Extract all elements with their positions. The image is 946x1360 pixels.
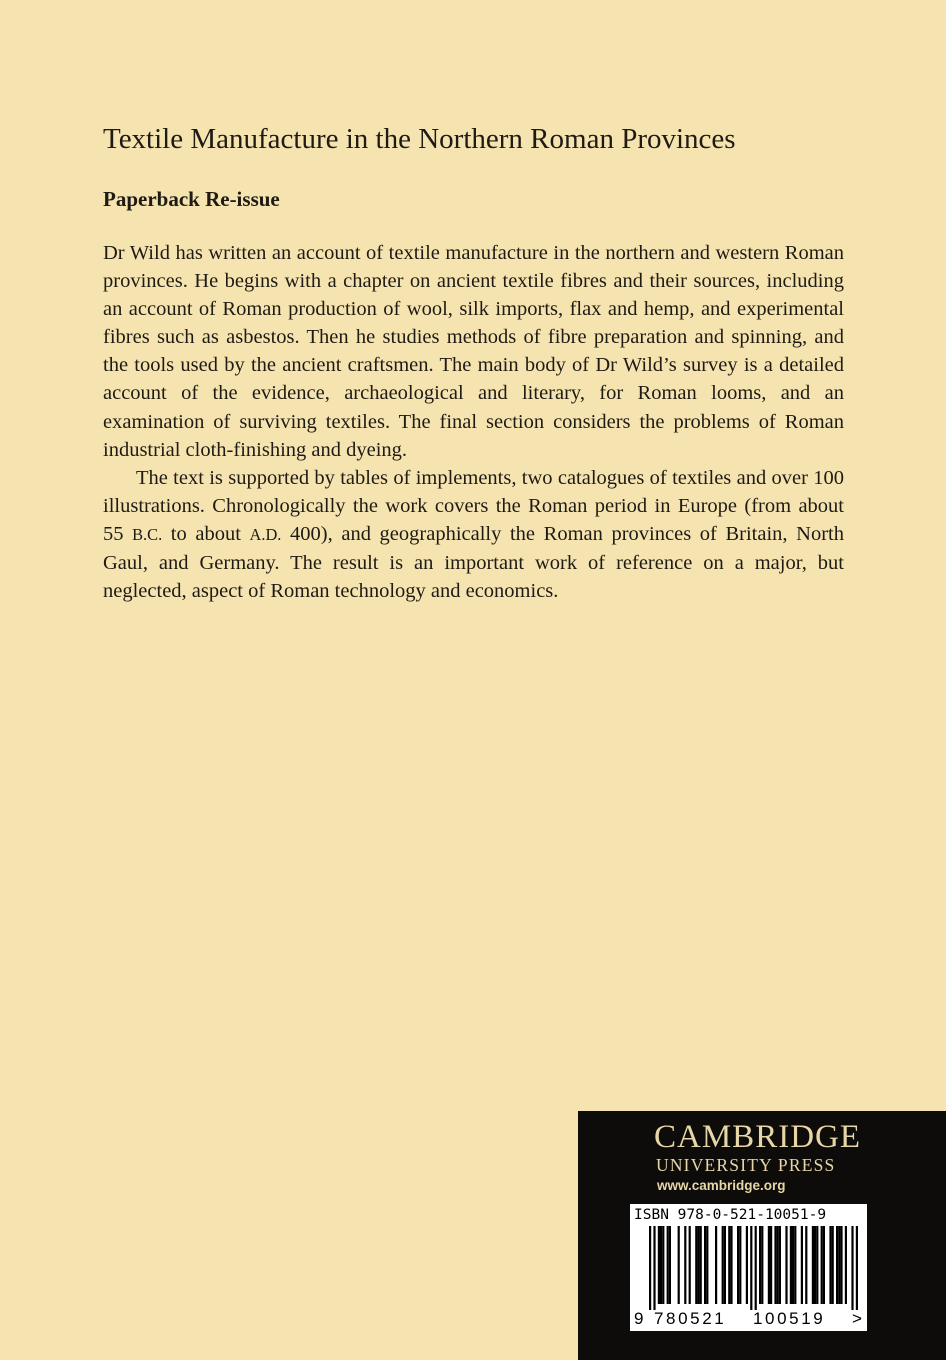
barcode-bar <box>823 1226 825 1304</box>
blurb-paragraph-2 <box>103 464 844 605</box>
publisher-logo-press: UNIVERSITY PRESS <box>656 1155 836 1175</box>
publisher-logo-name: CAMBRIDGE <box>654 1119 862 1155</box>
barcode-lead-digit: 9 <box>634 1309 644 1328</box>
barcode-bar <box>667 1226 669 1304</box>
barcode-bar <box>821 1226 823 1304</box>
barcode-bar <box>794 1226 796 1304</box>
barcode-bar <box>816 1226 818 1304</box>
barcode-bar <box>814 1226 816 1304</box>
barcode-digits <box>630 1308 867 1330</box>
era-abbreviation-ad: A.D. <box>249 524 282 544</box>
barcode-bar <box>704 1226 706 1304</box>
barcode-bar <box>658 1226 660 1304</box>
barcode-bar <box>851 1226 853 1310</box>
barcode-bar <box>792 1226 794 1304</box>
book-title: Textile Manufacture in the Northern Roman Provinces <box>103 123 736 155</box>
barcode-bar <box>777 1226 779 1304</box>
barcode-bar <box>750 1226 752 1310</box>
barcode-bar <box>805 1226 807 1304</box>
barcode-arrow: > <box>852 1309 862 1328</box>
blurb <box>103 239 844 605</box>
barcode-bar <box>662 1226 664 1304</box>
barcode-bar <box>722 1226 724 1304</box>
barcode-bar <box>856 1226 858 1310</box>
barcode-bars <box>630 1226 867 1310</box>
barcode-left-digits: 780521 <box>654 1309 727 1328</box>
barcode-bar <box>755 1226 757 1310</box>
barcode-bar <box>649 1226 651 1310</box>
edition-label: Paperback Re-issue <box>103 187 280 211</box>
publisher-panel <box>578 1111 946 1360</box>
barcode-bar <box>728 1226 730 1304</box>
barcode-bar <box>697 1226 699 1304</box>
barcode-bar <box>812 1226 814 1304</box>
isbn-barcode <box>630 1204 867 1331</box>
barcode-bar <box>832 1226 834 1304</box>
publisher-website: www.cambridge.org <box>657 1178 786 1193</box>
barcode-right-digits: 100519 <box>753 1309 826 1328</box>
barcode-bar <box>684 1226 686 1304</box>
blurb-text-segment: The text is supported by tables of implements, two catalogues of textiles and over 100 illustrations. Chronologically the work covers the Roman period in Europe (from about 55 <box>103 466 844 545</box>
barcode-bar <box>700 1226 702 1304</box>
era-abbreviation-bc: B.C. <box>132 524 163 544</box>
blurb-paragraph-1: Dr Wild has written an account of textile manufacture in the northern and western Roman provinces. He begins with a chapter on ancient textile fibres and their sources, including an account of Roman production of wool, silk imports, flax and hemp, and experimental fibres such as asbestos. Then he studies methods of fibre preparation and spinning, and the tools used by the ancient craftsmen. The main body of Dr Wild’s survey is a detailed account of the evidence, archaeological and literary, for Roman looms, and an examination of surviving textiles. The final section considers the problems of Roman industrial cloth-finishing and dyeing. <box>103 242 844 461</box>
barcode-bar <box>774 1226 776 1304</box>
barcode-bar <box>724 1226 726 1304</box>
blurb-text-segment: 400), and geographically the Roman provinces of Britain, North Gaul, and Germany. The result is an important work of reference on a major, but neglected, aspect of Roman technology and economics. <box>103 522 844 603</box>
barcode-bar <box>790 1226 792 1304</box>
barcode-bar <box>829 1226 831 1304</box>
barcode-bar <box>845 1226 847 1304</box>
barcode-bar <box>737 1226 739 1304</box>
barcode-bar <box>739 1226 741 1304</box>
barcode-bar <box>660 1226 662 1304</box>
isbn-label: ISBN 978-0-521-10051-9 <box>634 1207 827 1223</box>
barcode-bar <box>706 1226 708 1304</box>
barcode-bar <box>730 1226 732 1304</box>
barcode-bar <box>779 1226 781 1304</box>
barcode-bar <box>840 1226 842 1304</box>
barcode-bar <box>746 1226 748 1304</box>
barcode-bar <box>768 1226 770 1304</box>
barcode-bar <box>695 1226 697 1304</box>
barcode-bar <box>836 1226 838 1304</box>
barcode-bar <box>761 1226 763 1304</box>
barcode-bar <box>838 1226 840 1304</box>
barcode-bar <box>689 1226 691 1304</box>
blurb-text-segment: to about <box>162 522 250 545</box>
barcode-bar <box>759 1226 761 1304</box>
barcode-bar <box>678 1226 680 1304</box>
barcode-bar <box>669 1226 671 1304</box>
barcode-bar <box>715 1226 717 1304</box>
barcode-bar <box>770 1226 772 1304</box>
barcode-bar <box>653 1226 655 1310</box>
barcode-bar <box>785 1226 787 1304</box>
barcode-bar <box>801 1226 803 1304</box>
